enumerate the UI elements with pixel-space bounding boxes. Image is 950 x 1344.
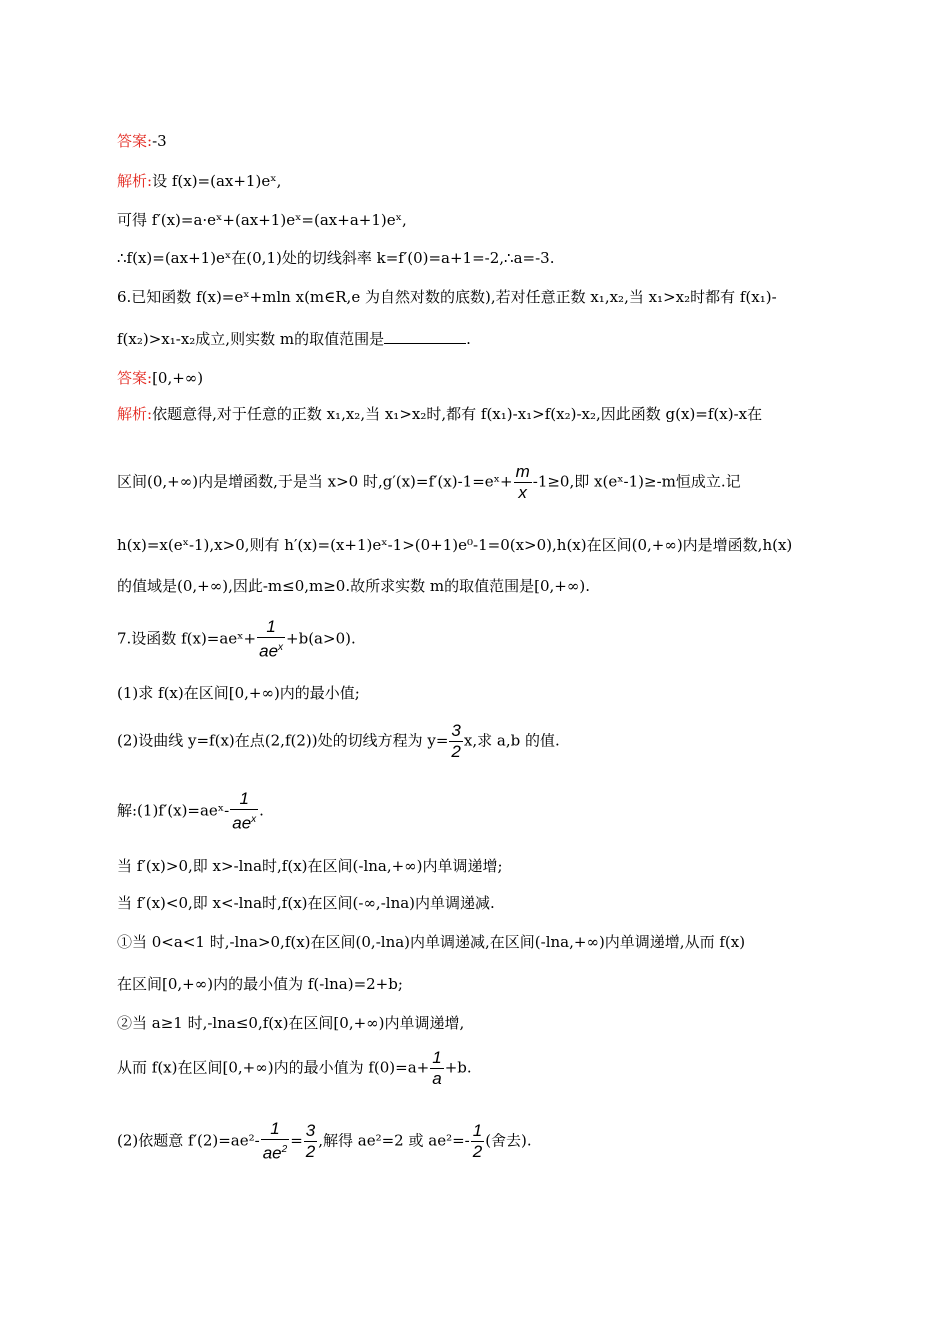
answer-blank bbox=[384, 329, 466, 344]
q6-answer-line bbox=[117, 368, 203, 388]
fraction-3-over-2 bbox=[449, 721, 462, 762]
answer-value: [0,+∞) bbox=[152, 369, 204, 387]
q7-solution-line-8 bbox=[117, 1119, 532, 1164]
fraction-denominator bbox=[261, 1140, 289, 1164]
denominator-base: ae bbox=[232, 813, 252, 833]
fraction-denominator: x bbox=[518, 483, 527, 502]
q5-analysis-line-1 bbox=[117, 171, 281, 191]
text-segment: 区间(0,+∞)内是增函数,于是当 x>0 时,g′(x)=f′(x)-1=eˣ+ bbox=[117, 472, 513, 491]
denominator-base: ae bbox=[259, 641, 279, 661]
denominator-exponent: 2 bbox=[281, 1144, 288, 1155]
fraction-numerator: m bbox=[515, 462, 530, 481]
fraction-denominator: 2 bbox=[305, 1141, 316, 1161]
text-segment: (2)设曲线 y=f(x)在点(2,f(2))处的切线方程为 y= bbox=[117, 731, 449, 750]
q7-part-1: (1)求 f(x)在区间[0,+∞)内的最小值; bbox=[117, 684, 360, 702]
q7-solution-line-4: ①当 0<a<1 时,-lna>0,f(x)在区间(0,-lna)内单调递减,在区间(-lna,+∞)内单调递增,从而 f(x) bbox=[117, 933, 746, 951]
fraction-3-over-2 bbox=[304, 1121, 317, 1162]
q6-stem-text: f(x₂)>x₁-x₂成立,则实数 m的取值范围是 bbox=[117, 330, 385, 348]
denominator-exponent: x bbox=[278, 642, 284, 653]
fraction-1-over-a bbox=[430, 1048, 443, 1089]
q7-stem bbox=[117, 617, 356, 662]
fraction-numerator: 3 bbox=[451, 721, 461, 740]
q6-stem-end: . bbox=[466, 330, 471, 348]
answer-label: 答案: bbox=[117, 369, 153, 387]
text-segment: +b. bbox=[444, 1058, 472, 1077]
q6-stem-line-1: 6.已知函数 f(x)=eˣ+mln x(m∈R,e 为自然对数的底数),若对任意正数 x₁,x₂,当 x₁>x₂时都有 f(x₁)- bbox=[117, 288, 777, 306]
fraction-numerator: 1 bbox=[472, 1120, 483, 1140]
fraction-denominator: a bbox=[432, 1069, 442, 1088]
q5-analysis-line-3: ∴f(x)=(ax+1)eˣ在(0,1)处的切线斜率 k=f′(0)=a+1=-2,∴a=-3. bbox=[117, 249, 555, 267]
fraction-1-over-aex bbox=[230, 789, 258, 834]
text-segment: 解:(1)f′(x)=aeˣ- bbox=[117, 801, 230, 820]
q6-analysis-line-1 bbox=[117, 404, 762, 424]
q6-analysis-line-4: 的值域是(0,+∞),因此-m≤0,m≥0.故所求实数 m的取值范围是[0,+∞). bbox=[117, 577, 590, 595]
q5-analysis-line-2: 可得 f′(x)=a·eˣ+(ax+1)eˣ=(ax+a+1)eˣ, bbox=[117, 211, 407, 229]
text-segment: ,解得 ae²=2 或 ae²=- bbox=[318, 1131, 470, 1150]
fraction-denominator bbox=[257, 638, 285, 662]
fraction-1-over-ae2 bbox=[261, 1119, 289, 1164]
q7-solution-line-3: 当 f′(x)<0,即 x<-lna时,f(x)在区间(-∞,-lna)内单调递减. bbox=[117, 894, 495, 912]
answer-label: 答案: bbox=[117, 132, 153, 150]
fraction-numerator: 1 bbox=[261, 1119, 289, 1140]
q7-solution-line-1 bbox=[117, 789, 264, 834]
text-segment: 7.设函数 f(x)=aeˣ+ bbox=[117, 629, 257, 648]
analysis-label: 解析: bbox=[117, 405, 153, 423]
text-segment: x,求 a,b 的值. bbox=[463, 731, 560, 750]
equals-sign: = bbox=[290, 1131, 303, 1150]
q6-analysis-line-3: h(x)=x(eˣ-1),x>0,则有 h′(x)=(x+1)eˣ-1>(0+1)e⁰-1=0(x>0),h(x)在区间(0,+∞)内是增函数,h(x) bbox=[117, 536, 793, 554]
answer-value: -3 bbox=[152, 132, 167, 150]
denominator-base: ae bbox=[262, 1143, 282, 1163]
denominator-exponent: x bbox=[251, 814, 257, 825]
fraction-1-over-2 bbox=[471, 1121, 484, 1162]
q5-answer-line bbox=[117, 131, 167, 151]
fraction-denominator: 2 bbox=[451, 742, 461, 761]
q6-analysis-line-2 bbox=[117, 462, 741, 503]
text-segment: (舍去). bbox=[485, 1131, 532, 1150]
q7-solution-line-6: ②当 a≥1 时,-lna≤0,f(x)在区间[0,+∞)内单调递增, bbox=[117, 1014, 465, 1032]
analysis-label: 解析: bbox=[117, 172, 153, 190]
analysis-text: 依题意得,对于任意的正数 x₁,x₂,当 x₁>x₂时,都有 f(x₁)-x₁>f(x₂)-x₂,因此函数 g(x)=f(x)-x在 bbox=[152, 405, 763, 423]
text-segment: +b(a>0). bbox=[286, 629, 356, 648]
fraction-numerator: 1 bbox=[257, 617, 285, 638]
fraction-denominator bbox=[230, 810, 258, 834]
fraction-numerator: 1 bbox=[230, 789, 258, 810]
text-segment: 从而 f(x)在区间[0,+∞)内的最小值为 f(0)=a+ bbox=[117, 1058, 430, 1077]
q7-solution-line-7 bbox=[117, 1048, 472, 1089]
text-segment: . bbox=[259, 801, 264, 820]
q7-part-2 bbox=[117, 721, 560, 762]
analysis-text: 设 f(x)=(ax+1)eˣ, bbox=[152, 172, 282, 190]
q7-solution-line-2: 当 f′(x)>0,即 x>-lna时,f(x)在区间(-lna,+∞)内单调递增; bbox=[117, 857, 503, 875]
fraction-denominator: 2 bbox=[472, 1141, 483, 1161]
q7-solution-line-5: 在区间[0,+∞)内的最小值为 f(-lna)=2+b; bbox=[117, 975, 403, 993]
q6-stem-line-2 bbox=[117, 329, 471, 349]
text-segment: -1≥0,即 x(eˣ-1)≥-m恒成立.记 bbox=[532, 472, 741, 491]
fraction-m-over-x bbox=[514, 462, 532, 503]
text-segment: (2)依题意 f′(2)=ae²- bbox=[117, 1131, 260, 1150]
fraction-numerator: 1 bbox=[432, 1048, 442, 1067]
fraction-numerator: 3 bbox=[305, 1120, 316, 1140]
fraction-1-over-aex bbox=[257, 617, 285, 662]
